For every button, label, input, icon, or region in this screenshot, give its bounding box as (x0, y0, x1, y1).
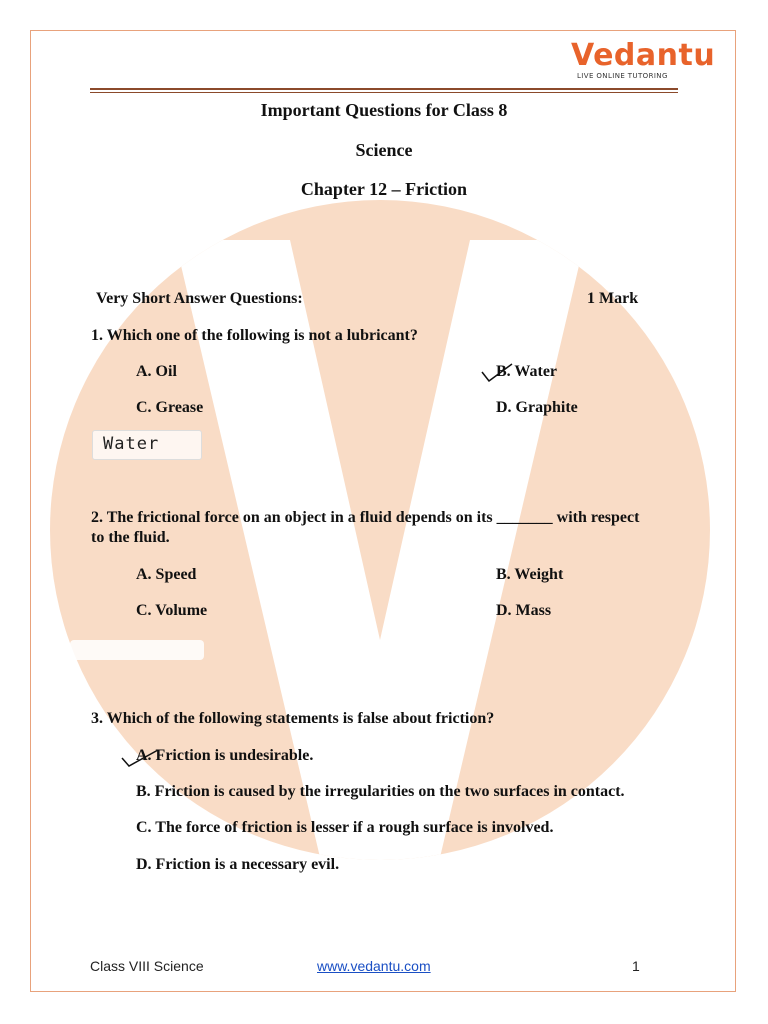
q1-option-c: C. Grease (136, 399, 204, 416)
logo-wordmark: Vedantu (571, 38, 716, 73)
question-2-line-2: to the fluid. (91, 529, 170, 546)
header-rule (90, 88, 678, 90)
question-2-line-1: 2. The frictional force on an object in a fluid depends on its _______ with respect (91, 509, 640, 526)
q3-option-a: A. Friction is undesirable. (136, 747, 314, 764)
q1-option-d: D. Graphite (496, 399, 578, 416)
q2-option-c: C. Volume (136, 602, 208, 619)
q3-option-d: D. Friction is a necessary evil. (136, 856, 340, 873)
check-mark-icon (120, 747, 160, 769)
logo-tagline: LIVE ONLINE TUTORING (577, 72, 668, 80)
header-rule-thin (90, 92, 678, 93)
vedantu-logo (565, 38, 716, 86)
q1-option-b: B. Water (496, 363, 558, 380)
check-mark-icon (480, 362, 514, 384)
doc-title: Important Questions for Class 8 (260, 100, 508, 120)
handwritten-answer: Water (103, 434, 160, 454)
blank-answer-box (70, 640, 204, 660)
page-number: 1 (632, 958, 640, 974)
q3-option-c: C. The force of friction is lesser if a rough surface is involved. (136, 819, 554, 836)
footer-website-link[interactable]: www.vedantu.com (317, 958, 431, 974)
q1-option-a: A. Oil (136, 363, 177, 380)
section-marks: 1 Mark (587, 290, 639, 307)
section-label: Very Short Answer Questions: (96, 290, 303, 307)
q3-option-b: B. Friction is caused by the irregularities on the two surfaces in contact. (136, 783, 625, 800)
footer-left: Class VIII Science (90, 958, 204, 974)
handwritten-answer-box (92, 430, 202, 460)
doc-chapter: Chapter 12 – Friction (300, 179, 468, 199)
question-1: 1. Which one of the following is not a lubricant? (91, 327, 418, 344)
q2-option-b: B. Weight (496, 566, 564, 583)
doc-subject: Science (355, 140, 413, 160)
q2-option-a: A. Speed (136, 566, 197, 583)
footer-link-wrap (317, 958, 431, 974)
question-3: 3. Which of the following statements is false about friction? (91, 710, 495, 727)
q2-option-d: D. Mass (496, 602, 552, 619)
